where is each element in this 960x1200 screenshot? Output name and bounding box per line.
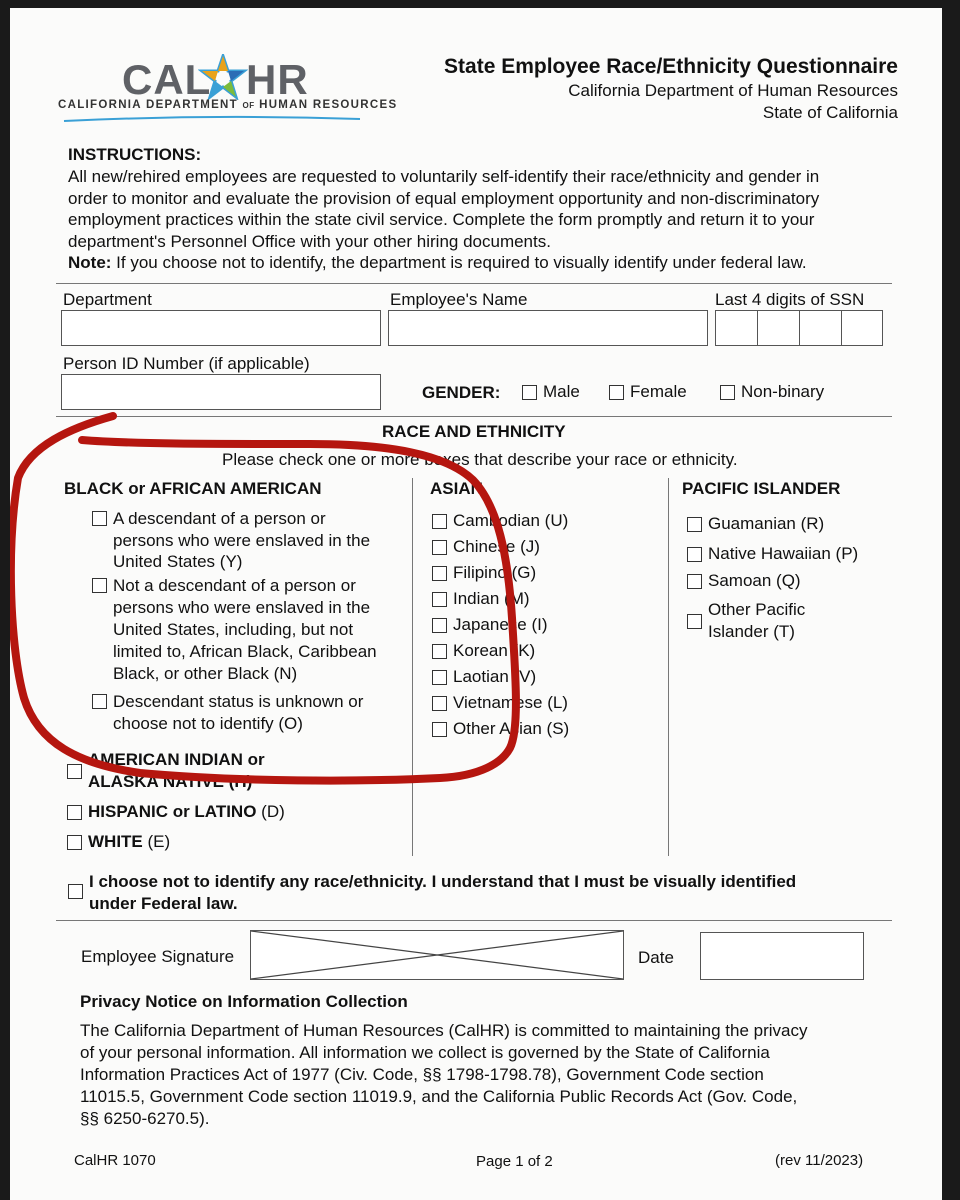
asian-option-label: Chinese (J) bbox=[453, 537, 540, 556]
gender-nonbinary-checkbox[interactable] bbox=[720, 385, 735, 400]
asian-heading: ASIAN bbox=[430, 479, 483, 498]
logo-swoosh bbox=[62, 115, 362, 123]
race-heading: RACE AND ETHNICITY bbox=[382, 422, 566, 441]
gender-female-checkbox[interactable] bbox=[609, 385, 624, 400]
department-input[interactable] bbox=[61, 310, 381, 346]
asian-checkbox[interactable] bbox=[432, 670, 447, 685]
signature-label: Employee Signature bbox=[81, 947, 235, 966]
ssn-divider bbox=[799, 311, 800, 345]
black-opt3-line: Descendant status is unknown or bbox=[113, 692, 364, 711]
pacific-option-label: Guamanian (R) bbox=[708, 514, 825, 533]
pacific-other-line: Other Pacific bbox=[708, 600, 806, 619]
ssn-input[interactable] bbox=[715, 310, 883, 346]
person-id-input[interactable] bbox=[61, 374, 381, 410]
asian-option-label: Indian (M) bbox=[453, 589, 530, 608]
asian-checkbox[interactable] bbox=[432, 514, 447, 529]
black-opt2-line: Not a descendant of a person or bbox=[113, 576, 356, 595]
pacific-checkbox[interactable] bbox=[687, 547, 702, 562]
black-opt1-line: A descendant of a person or bbox=[113, 509, 326, 528]
header-state: State of California bbox=[762, 103, 898, 122]
employee-name-label: Employee's Name bbox=[390, 290, 528, 309]
divider bbox=[56, 920, 892, 921]
logo-subtitle-b: HUMAN RESOURCES bbox=[259, 99, 398, 111]
privacy-line: 11015.5, Government Code section 11019.9, and the California Public Records Act (Gov. Code, bbox=[80, 1087, 798, 1106]
white-code: (E) bbox=[142, 832, 171, 851]
form-id: CalHR 1070 bbox=[74, 1152, 156, 1169]
privacy-line: The California Department of Human Resources (CalHR) is committed to maintaining the privacy bbox=[80, 1021, 808, 1040]
ssn-label: Last 4 digits of SSN bbox=[715, 290, 865, 309]
asian-checkbox[interactable] bbox=[432, 592, 447, 607]
asian-option-label: Other Asian (S) bbox=[453, 719, 570, 738]
note-label: Note: bbox=[68, 253, 112, 272]
privacy-line: §§ 6250-6270.5). bbox=[80, 1109, 210, 1128]
department-label: Department bbox=[63, 290, 152, 309]
american-indian-checkbox[interactable] bbox=[67, 764, 82, 779]
pacific-checkbox[interactable] bbox=[687, 517, 702, 532]
black-descendant-checkbox[interactable] bbox=[92, 511, 107, 526]
instructions-note bbox=[68, 252, 807, 274]
black-heading: BLACK or AFRICAN AMERICAN bbox=[64, 479, 322, 498]
black-not-descendant-checkbox[interactable] bbox=[92, 578, 107, 593]
column-divider bbox=[412, 478, 413, 856]
privacy-line: Information Practices Act of 1977 (Civ. Code, §§ 1798-1798.78), Government Code section bbox=[80, 1065, 764, 1084]
asian-checkbox[interactable] bbox=[432, 540, 447, 555]
gender-male-label: Male bbox=[543, 382, 580, 401]
pacific-option-label: Samoan (Q) bbox=[708, 571, 801, 590]
date-label: Date bbox=[638, 948, 674, 967]
asian-option-label: Japanese (I) bbox=[453, 615, 548, 634]
instructions-line-3: employment practices within the state civil service. Complete the form promptly and return it to your bbox=[68, 210, 815, 229]
hispanic-code: (D) bbox=[256, 802, 285, 821]
black-opt3-line: choose not to identify (O) bbox=[113, 714, 303, 733]
decline-checkbox[interactable] bbox=[68, 884, 83, 899]
gender-label: GENDER: bbox=[422, 383, 501, 402]
instructions-line-4: department's Personnel Office with your other hiring documents. bbox=[68, 232, 551, 251]
white-checkbox[interactable] bbox=[67, 835, 82, 850]
privacy-heading: Privacy Notice on Information Collection bbox=[80, 992, 408, 1011]
white-text: WHITE bbox=[88, 832, 143, 851]
privacy-line: of your personal information. All information we collect is governed by the State of California bbox=[80, 1043, 770, 1062]
black-opt2-line: limited to, African Black, Caribbean bbox=[113, 642, 377, 661]
logo-hr-text: HR bbox=[246, 56, 309, 103]
instructions-line-1: All new/rehired employees are requested to voluntarily self-identify their race/ethnicity and gender in bbox=[68, 167, 820, 186]
header-department: California Department of Human Resources bbox=[568, 81, 898, 100]
divider bbox=[56, 283, 892, 284]
american-indian-line: ALASKA NATIVE (H) bbox=[88, 772, 253, 791]
pacific-option-label: Native Hawaiian (P) bbox=[708, 544, 859, 563]
logo-star-icon bbox=[198, 54, 248, 100]
asian-option-label: Laotian (V) bbox=[453, 667, 537, 686]
form-title: State Employee Race/Ethnicity Questionnaire bbox=[444, 55, 898, 78]
logo-subtitle bbox=[58, 99, 397, 111]
black-opt2-line: United States, including, but not bbox=[113, 620, 354, 639]
instructions-heading: INSTRUCTIONS: bbox=[68, 145, 202, 164]
asian-option-label: Vietnamese (L) bbox=[453, 693, 568, 712]
asian-option-label: Korean (K) bbox=[453, 641, 536, 660]
logo-subtitle-a: CALIFORNIA DEPARTMENT bbox=[58, 99, 238, 111]
signature-cross-icon bbox=[251, 931, 623, 979]
ssn-divider bbox=[757, 311, 758, 345]
white-label bbox=[88, 831, 170, 853]
ssn-divider bbox=[841, 311, 842, 345]
person-id-label: Person ID Number (if applicable) bbox=[63, 354, 310, 373]
asian-option-label: Filipino (G) bbox=[453, 563, 537, 582]
date-input[interactable] bbox=[700, 932, 864, 980]
black-unknown-checkbox[interactable] bbox=[92, 694, 107, 709]
hispanic-checkbox[interactable] bbox=[67, 805, 82, 820]
divider bbox=[56, 416, 892, 417]
pacific-checkbox[interactable] bbox=[687, 574, 702, 589]
asian-checkbox[interactable] bbox=[432, 696, 447, 711]
employee-name-input[interactable] bbox=[388, 310, 708, 346]
american-indian-line: AMERICAN INDIAN or bbox=[88, 750, 265, 769]
pacific-heading: PACIFIC ISLANDER bbox=[682, 479, 841, 498]
column-divider bbox=[668, 478, 669, 856]
pacific-other-line: Islander (T) bbox=[708, 622, 795, 641]
black-opt2-line: persons who were enslaved in the bbox=[113, 598, 371, 617]
black-opt1-line: United States (Y) bbox=[113, 552, 243, 571]
gender-female-label: Female bbox=[630, 382, 687, 401]
gender-male-checkbox[interactable] bbox=[522, 385, 537, 400]
asian-checkbox[interactable] bbox=[432, 644, 447, 659]
black-opt1-line: persons who were enslaved in the bbox=[113, 531, 371, 550]
form-page bbox=[10, 8, 942, 1200]
logo-hr bbox=[246, 56, 309, 104]
instructions-line-2: order to monitor and evaluate the provision of equal employment opportunity and non-discriminatory bbox=[68, 189, 820, 208]
revision: (rev 11/2023) bbox=[775, 1152, 864, 1169]
note-text: If you choose not to identify, the department is required to visually identify under federal law. bbox=[111, 253, 807, 272]
asian-option-label: Cambodian (U) bbox=[453, 511, 569, 530]
decline-line: I choose not to identify any race/ethnicity. I understand that I must be visually identified bbox=[89, 872, 797, 891]
race-instruction: Please check one or more boxes that describe your race or ethnicity. bbox=[222, 450, 738, 469]
hispanic-text: HISPANIC or LATINO bbox=[88, 802, 257, 821]
page-number: Page 1 of 2 bbox=[476, 1153, 553, 1170]
logo-cal-text: CAL bbox=[122, 56, 212, 103]
logo-subtitle-of: OF bbox=[242, 101, 255, 110]
signature-field[interactable] bbox=[250, 930, 624, 980]
gender-nonbinary-label: Non-binary bbox=[741, 382, 825, 401]
black-opt2-line: Black, or other Black (N) bbox=[113, 664, 298, 683]
hispanic-label bbox=[88, 801, 285, 823]
decline-line: under Federal law. bbox=[89, 894, 238, 913]
asian-checkbox[interactable] bbox=[432, 618, 447, 633]
pacific-other-checkbox[interactable] bbox=[687, 614, 702, 629]
asian-checkbox[interactable] bbox=[432, 722, 447, 737]
asian-checkbox[interactable] bbox=[432, 566, 447, 581]
